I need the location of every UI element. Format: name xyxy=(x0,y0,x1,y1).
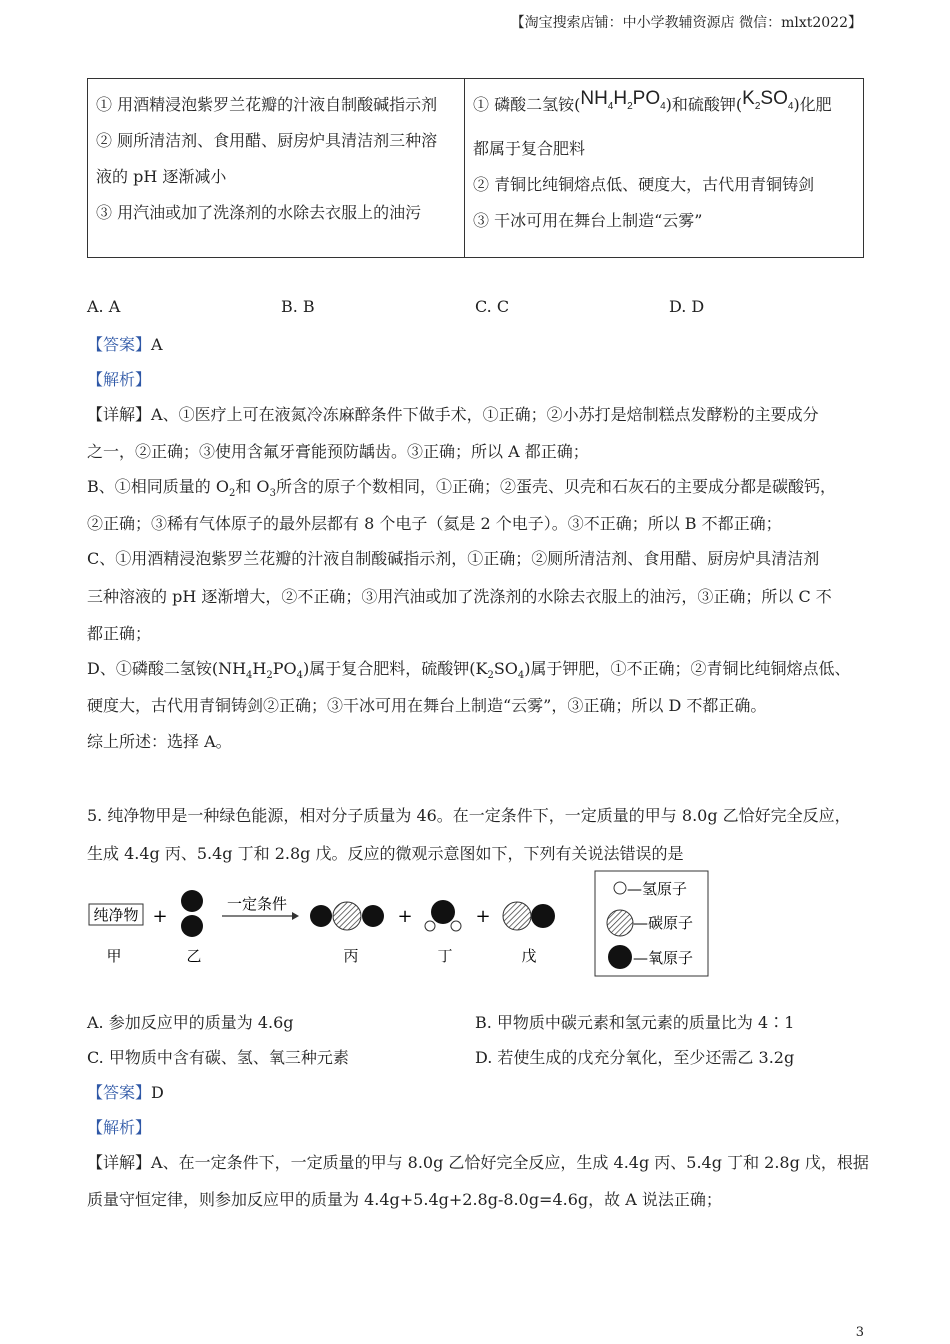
co2-o-left xyxy=(310,905,332,927)
label-jia: 甲 xyxy=(106,947,122,965)
right-line-1-b: )和硫酸钾( xyxy=(665,95,743,114)
q5-stem-1: 5. 纯净物甲是一种绿色能源，相对分子质量为 46。在一定条件下，一定质量的甲与 8.0g 乙恰好完全反应， xyxy=(87,806,851,825)
legend-h: —氢原子 xyxy=(627,880,688,898)
q4-detail-5: C、①用酒精浸泡紫罗兰花瓣的汁液自制酸碱指示剂，①正确；②厕所清洁剂、食用醋、厨房炉具清洁剂 xyxy=(87,549,820,568)
q4-detail-9: 硬度大，古代用青铜铸剑②正确；③干冰可用在舞台上制造“云雾”，③正确；所以 D 不都正确。 xyxy=(87,696,767,715)
label-yi: 乙 xyxy=(186,947,202,965)
table-right-cell xyxy=(465,79,863,257)
arrow-head xyxy=(292,912,299,920)
q4-detail-1: 【详解】A、①医疗上可在液氮冷冻麻醉条件下做手术，①正确；②小苏打是焙制糕点发酵粉的主要成分 xyxy=(87,405,819,424)
right-line-2: 都属于复合肥料 xyxy=(473,138,586,158)
plus-1: + xyxy=(152,906,168,927)
co-c xyxy=(503,902,531,930)
plus-3: + xyxy=(475,906,491,927)
q4-option-c: C. C xyxy=(475,297,510,316)
q4-answer: 【答案】A xyxy=(87,335,163,354)
q4-detail-8: D、①磷酸二氢铵$(NH_4H_2PO_4)$属于复合肥料，硫酸钾$(K_2SO_4)$属于钾肥，①不正确；②青铜比纯铜熔点低、 xyxy=(87,659,851,682)
left-line-2: ② 厕所清洁剂、食用醋、厨房炉具清洁剂三种溶 xyxy=(96,131,438,150)
label-ding: 丁 xyxy=(437,947,453,965)
q5-analysis-tag: 【解析】 xyxy=(87,1118,152,1137)
q4-detail-7: 都正确； xyxy=(87,624,152,643)
h2o-h-right xyxy=(451,921,461,931)
q4-analysis-tag: 【解析】 xyxy=(87,370,152,389)
reaction-diagram xyxy=(87,868,727,980)
q4-option-a: A. A xyxy=(87,297,121,316)
q5-option-c: C. 甲物质中含有碳、氢、氧三种元素 xyxy=(87,1048,349,1067)
legend-o-icon xyxy=(608,945,632,969)
q5-answer: 【答案】D xyxy=(87,1083,164,1102)
formula-nh4h2po4: $NH_4H_2PO_4$ xyxy=(580,88,666,112)
q5-option-d: D. 若使生成的戊充分氧化，至少还需乙 3.2g xyxy=(475,1048,795,1067)
page-header: 【淘宝搜索店铺：中小学教辅资源店 微信：mlxt2022】 xyxy=(510,15,862,31)
right-line-1 xyxy=(473,87,855,131)
statement-table xyxy=(87,78,864,258)
q5-option-b: B. 甲物质中碳元素和氢元素的质量比为 4∶1 xyxy=(475,1013,795,1032)
table-left-cell xyxy=(88,79,465,257)
left-line-1: ① 用酒精浸泡紫罗兰花瓣的汁液自制酸碱指示剂 xyxy=(96,95,438,114)
label-wu: 戊 xyxy=(521,947,537,965)
left-line-4: ③ 用汽油或加了洗涤剂的水除去衣服上的油污 xyxy=(96,203,422,222)
co-o xyxy=(531,904,555,928)
q4-option-b: B. B xyxy=(281,297,315,316)
q5-detail-1: 【详解】A、在一定条件下，一定质量的甲与 8.0g 乙恰好完全反应，生成 4.4g 丙、5.4g 丁和 2.8g 戊，根据 xyxy=(87,1153,869,1172)
h2o-o xyxy=(431,900,455,924)
right-line-1-c: )化肥 xyxy=(793,95,832,114)
page-number: 3 xyxy=(855,1325,864,1340)
legend-h-icon xyxy=(614,882,626,894)
q4-conclusion: 综上所述：选择 A。 xyxy=(87,732,232,751)
co2-c xyxy=(333,902,361,930)
arrow-label: 一定条件 xyxy=(226,895,288,913)
q4-option-d: D. D xyxy=(669,297,705,316)
right-line-1-a: ① 磷酸二氢铵( xyxy=(473,95,581,114)
q4-detail-3: B、①相同质量的 $O_2$和 $O_3$所含的原子个数相同，①正确；②蛋壳、贝壳和石灰石的主要成分都是碳酸钙， xyxy=(87,477,836,500)
legend-c-icon xyxy=(607,910,633,936)
legend-o: —氧原子 xyxy=(633,949,694,967)
q4-detail-6: 三种溶液的 pH 逐渐增大，②不正确；③用汽油或加了洗涤剂的水除去衣服上的油污，③正确；所以 C 不 xyxy=(87,587,832,606)
legend-c: —碳原子 xyxy=(633,914,694,932)
label-bing: 丙 xyxy=(343,947,359,965)
right-line-4: ③ 干冰可用在舞台上制造“云雾” xyxy=(473,210,703,230)
left-line-3: 液的 pH 逐渐减小 xyxy=(96,167,227,186)
q5-detail-2: 质量守恒定律，则参加反应甲的质量为 4.4g+5.4g+2.8g-8.0g=4.6g，故 A 说法正确； xyxy=(87,1190,722,1209)
q5-option-a: A. 参加反应甲的质量为 4.6g xyxy=(87,1013,294,1032)
formula-k2so4: $K_2SO_4$ xyxy=(742,88,794,112)
plus-2: + xyxy=(397,906,413,927)
o2-atom-bottom xyxy=(181,915,203,937)
h2o-h-left xyxy=(425,921,435,931)
q4-detail-2: 之一，②正确；③使用含氟牙膏能预防龋齿。③正确；所以 A 都正确； xyxy=(87,442,589,461)
o2-atom-top xyxy=(181,890,203,912)
co2-o-right xyxy=(362,905,384,927)
q5-stem-2: 生成 4.4g 丙、5.4g 丁和 2.8g 戊。反应的微观示意图如下，下列有关说法错误的是 xyxy=(87,844,684,863)
q4-detail-4: ②正确；③稀有气体原子的最外层都有 8 个电子（氦是 2 个电子）。③不正确；所以 B 不都正确； xyxy=(87,514,782,533)
right-line-3: ② 青铜比纯铜熔点低、硬度大，古代用青铜铸剑 xyxy=(473,174,815,194)
box-label: 纯净物 xyxy=(93,906,139,924)
